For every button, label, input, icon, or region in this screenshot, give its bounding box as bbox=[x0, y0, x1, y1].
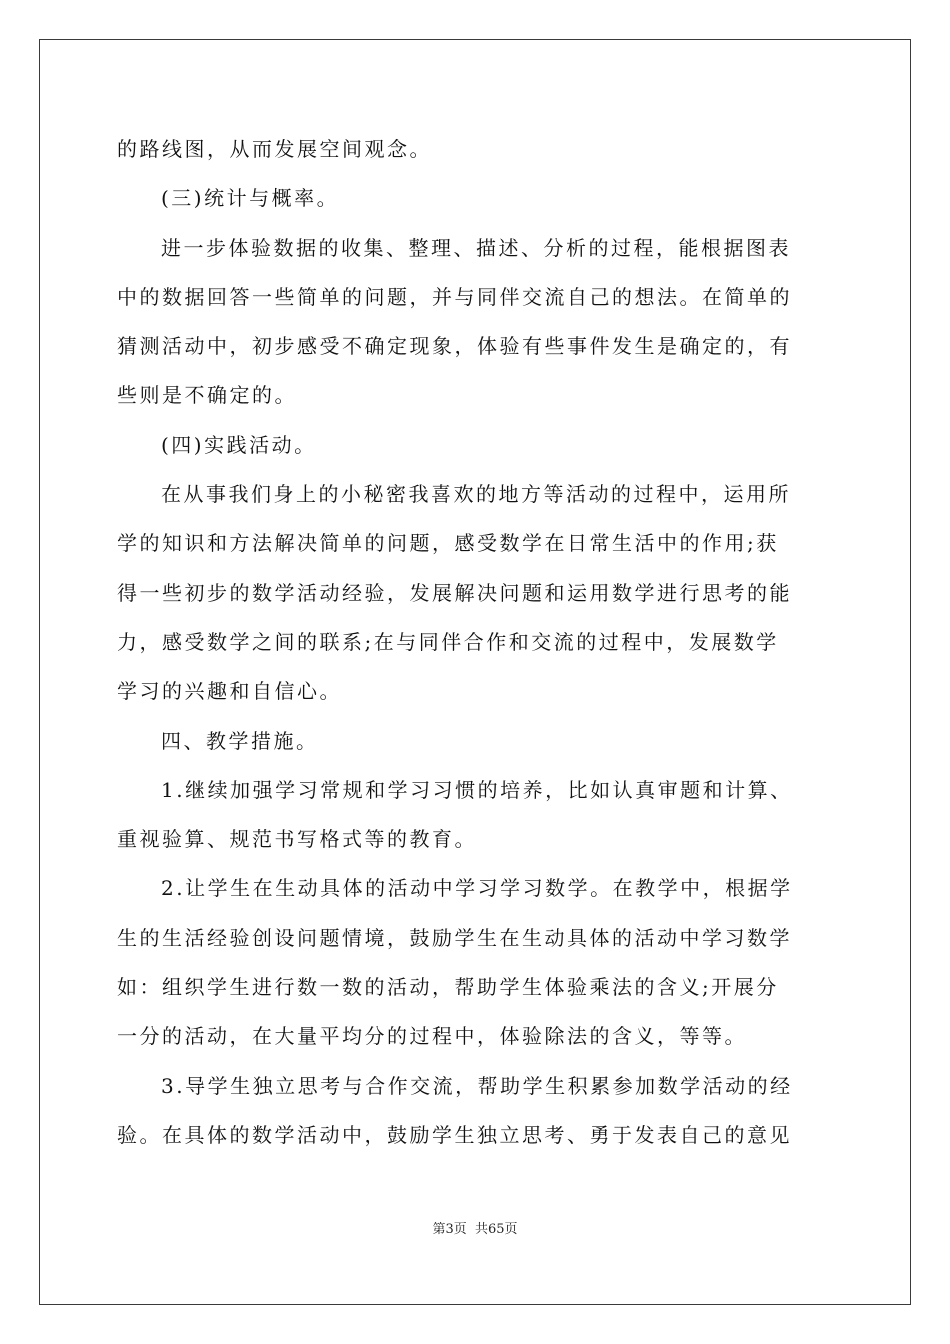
text-line: 学习的兴趣和自信心。 bbox=[117, 679, 342, 704]
text-line: 重视验算、规范书写格式等的教育。 bbox=[117, 827, 477, 852]
page-footer bbox=[0, 1218, 950, 1237]
text-line: 得一些初步的数学活动经验，发展解决问题和运用数学进行思考的能 bbox=[117, 580, 792, 605]
text-line: 在从事我们身上的小秘密我喜欢的地方等活动的过程中，运用所 bbox=[161, 482, 791, 507]
text-line: 的路线图，从而发展空间观念。 bbox=[117, 137, 432, 161]
page-number: 第3页 bbox=[432, 1222, 467, 1237]
text-line: 生的生活经验创设问题情境，鼓励学生在生动具体的活动中学习数学 bbox=[117, 925, 792, 950]
text-line: 1.继续加强学习常规和学习习惯的培养，比如认真审题和计算、 bbox=[161, 777, 793, 802]
text-line: 3.导学生独立思考与合作交流，帮助学生积累参加数学活动的经 bbox=[161, 1073, 793, 1098]
text-line: 力，感受数学之间的联系;在与同伴合作和交流的过程中，发展数学 bbox=[117, 629, 779, 654]
text-line: 猜测活动中，初步感受不确定现象，体验有些事件发生是确定的，有 bbox=[117, 334, 792, 359]
document-body bbox=[117, 125, 837, 1160]
text-line: 一分的活动，在大量平均分的过程中，体验除法的含义，等等。 bbox=[117, 1024, 747, 1049]
text-line: 学的知识和方法解决简单的问题，感受数学在日常生活中的作用;获 bbox=[117, 531, 779, 556]
text-line: 中的数据回答一些简单的问题，并与同伴交流自己的想法。在简单的 bbox=[117, 284, 792, 309]
page-total: 共65页 bbox=[474, 1222, 518, 1237]
text-line: 如：组织学生进行数一数的活动，帮助学生体验乘法的含义;开展分 bbox=[117, 975, 779, 1000]
text-line: 进一步体验数据的收集、整理、描述、分析的过程，能根据图表 bbox=[161, 235, 791, 260]
text-line: 2.让学生在生动具体的活动中学习学习数学。在教学中，根据学 bbox=[161, 876, 793, 901]
text-line: 些则是不确定的。 bbox=[117, 383, 297, 408]
text-line: (三)统计与概率。 bbox=[161, 186, 340, 211]
text-line: 验。在具体的数学活动中，鼓励学生独立思考、勇于发表自己的意见 bbox=[117, 1122, 792, 1147]
text-line: 四、教学措施。 bbox=[161, 728, 319, 753]
text-line: (四)实践活动。 bbox=[161, 432, 317, 457]
